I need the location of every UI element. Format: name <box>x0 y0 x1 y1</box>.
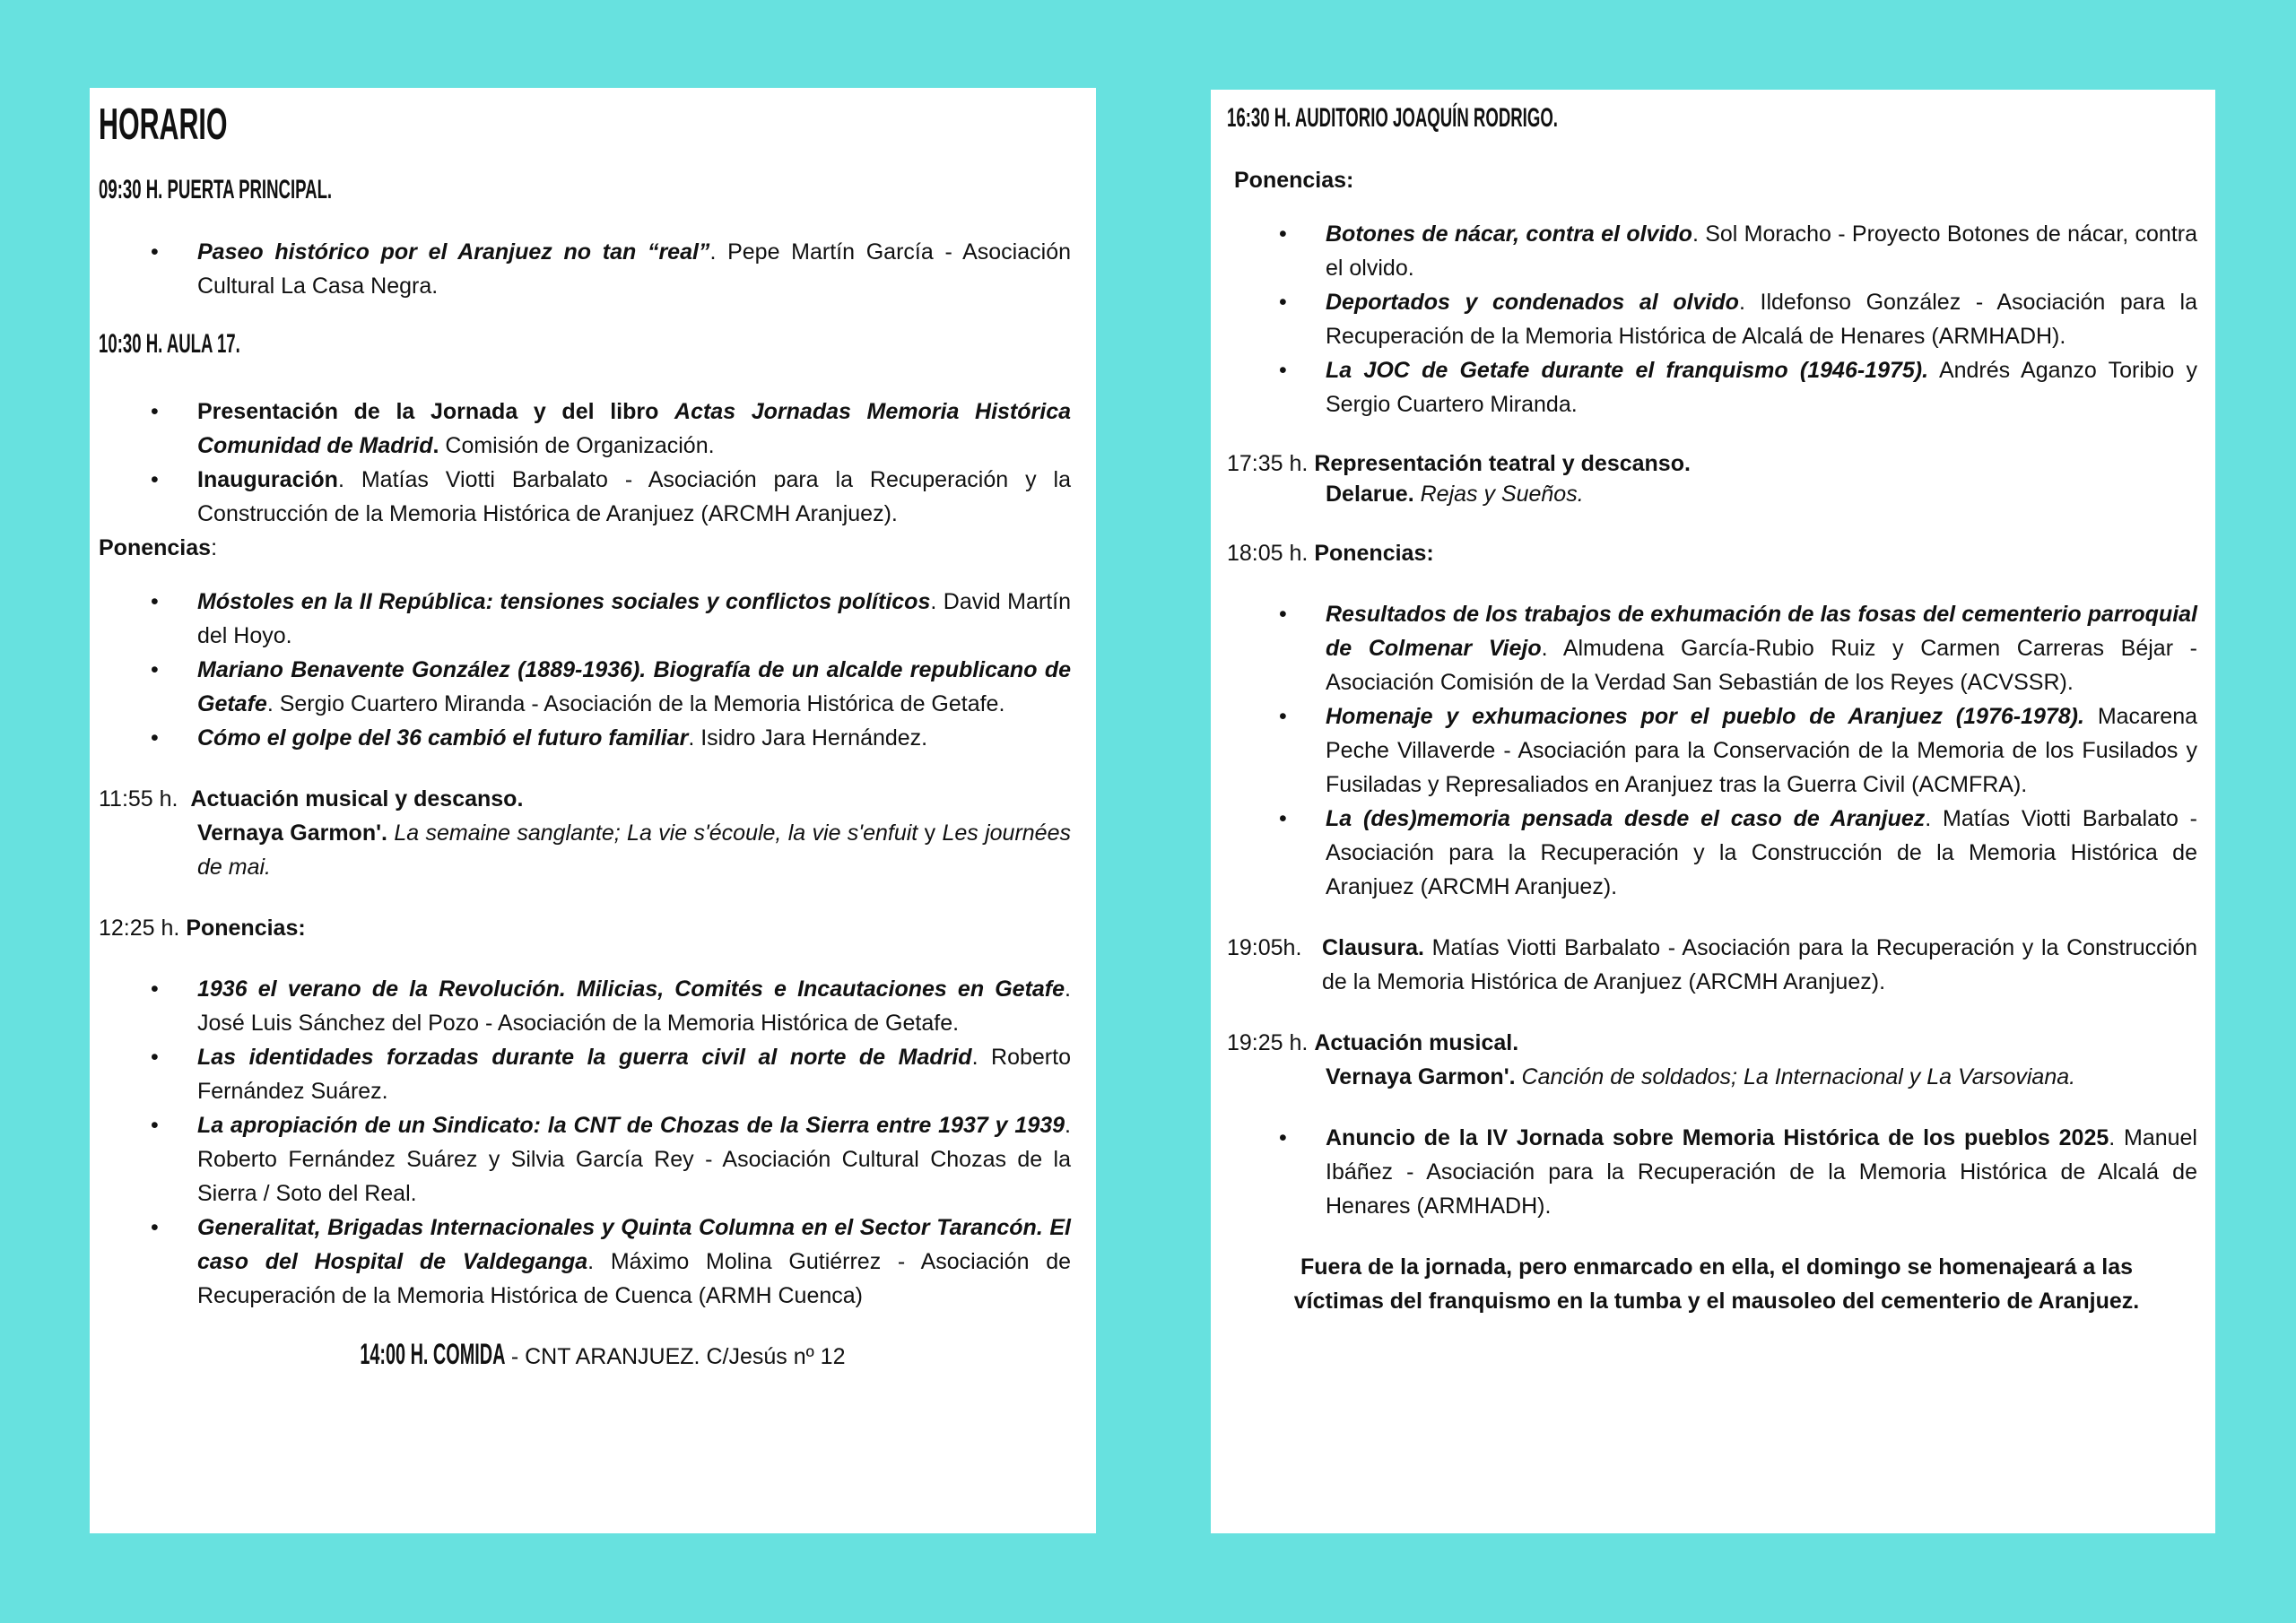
performance-1155: Vernaya Garmon'. La semaine sanglante; La vie s'écoule, la vie s'enfuit y Les journées de mai. <box>197 820 1071 880</box>
list-0930 <box>99 235 1071 303</box>
list-item: • Las identidades forzadas durante la guerra civil al norte de Madrid. Roberto Fernández Suárez. <box>99 1040 1071 1108</box>
list-announcement <box>1227 1121 2197 1223</box>
list-item: • Cómo el golpe del 36 cambió el futuro familiar. Isidro Jara Hernández. <box>99 721 1071 755</box>
time-1225: 12:25 h. Ponencias: <box>99 916 306 941</box>
list-1030 <box>99 395 1071 531</box>
ponencias-label: Ponencias: <box>99 535 218 560</box>
performance-1735: Delarue. Rejas y Sueños. <box>1326 482 1584 507</box>
list-item: • Presentación de la Jornada y del libro Actas Jornadas Memoria Histórica Comunidad de Madrid. Comisión de Organización. <box>99 395 1071 463</box>
list-ponencias-1805 <box>1227 597 2197 904</box>
list-item: • Generalitat, Brigadas Internacionales y Quinta Columna en el Sector Tarancón. El caso del Hospital de Valdeganga. Máximo Molina Gutiérrez - Asociación de Recuperación de la Memoria Histórica de Cuenca (ARMH Cuenca) <box>99 1211 1071 1313</box>
left-page <box>90 88 1096 1533</box>
list-ponencias-morning <box>99 585 1071 755</box>
list-item: • Móstoles en la II República: tensiones sociales y conflictos políticos. David Martín del Hoyo. <box>99 585 1071 653</box>
list-item: • Anuncio de la IV Jornada sobre Memoria Histórica de los pueblos 2025. Manuel Ibáñez - Asociación para la Recuperación de la Memoria Histórica de Alcalá de Henares (ARMHADH). <box>1227 1121 2197 1223</box>
list-item: • 1936 el verano de la Revolución. Milicias, Comités e Incautaciones en Getafe. José Luis Sánchez del Pozo - Asociación de la Memoria Histórica de Getafe. <box>99 972 1071 1040</box>
time-1905: 19:05h. Clausura. Matías Viotti Barbalato - Asociación para la Recuperación y la Construcción de la Memoria Histórica de Aranjuez (ARCMH Aranjuez). <box>1227 935 2197 994</box>
list-item: • La JOC de Getafe durante el franquismo (1946-1975). Andrés Aganzo Toribio y Sergio Cuartero Miranda. <box>1227 353 2197 421</box>
time-1805: 18:05 h. Ponencias: <box>1227 541 1434 566</box>
time-1925: 19:25 h. Actuación musical. <box>1227 1030 1519 1055</box>
time-1155: 11:55 h. Actuación musical y descanso. <box>99 786 524 812</box>
ponencias-label: Ponencias: <box>1234 168 1354 193</box>
page-title: HORARIO <box>99 100 228 149</box>
time-1030-heading: 10:30 H. AULA 17. <box>99 329 240 359</box>
list-item: • Resultados de los trabajos de exhumación de las fosas del cementerio parroquial de Colmenar Viejo. Almudena García-Rubio Ruiz y Carmen Carreras Béjar - Asociación Comisión de la Verdad San Sebastián de los Reyes (ACVSSR). <box>1227 597 2197 699</box>
time-1735: 17:35 h. Representación teatral y descanso. <box>1227 451 1691 476</box>
footer-note: Fuera de la jornada, pero enmarcado en ella, el domingo se homenajeará a las víctimas del franquismo en la tumba y el mausoleo del cementerio de Aranjuez. <box>1293 1254 2140 1314</box>
list-ponencias-1225 <box>99 972 1071 1313</box>
right-page <box>1211 90 2215 1533</box>
time-1630-heading: 16:30 H. AUDITORIO JOAQUÍN RODRIGO. <box>1227 103 1558 133</box>
list-item: • Paseo histórico por el Aranjuez no tan “real”. Pepe Martín García - Asociación Cultural La Casa Negra. <box>99 235 1071 303</box>
list-item: • Homenaje y exhumaciones por el pueblo de Aranjuez (1976-1978). Macarena Peche Villaverde - Asociación para la Conservación de la Memoria de los Fusilados y Fusiladas y Represaliados en Aranjuez tras la Guerra Civil (ACMFRA). <box>1227 699 2197 802</box>
performance-1925: Vernaya Garmon'. Canción de soldados; La Internacional y La Varsoviana. <box>1326 1064 2076 1089</box>
list-item: • Mariano Benavente González (1889-1936). Biografía de un alcalde republicano de Getafe. Sergio Cuartero Miranda - Asociación de la Memoria Histórica de Getafe. <box>99 653 1071 721</box>
list-item: • Botones de nácar, contra el olvido. Sol Moracho - Proyecto Botones de nácar, contra el olvido. <box>1227 217 2197 285</box>
lunch-time: 14:00 H. COMIDA <box>359 1338 505 1370</box>
list-ponencias-1630 <box>1227 217 2197 421</box>
list-item: • Deportados y condenados al olvido. Ildefonso González - Asociación para la Recuperación de la Memoria Histórica de Alcalá de Henares (ARMHADH). <box>1227 285 2197 353</box>
list-item: • La (des)memoria pensada desde el caso de Aranjuez. Matías Viotti Barbalato - Asociación para la Recuperación y la Construcción de la Memoria Histórica de Aranjuez (ARCMH Aranjuez). <box>1227 802 2197 904</box>
lunch-line: 14:00 H. COMIDA - CNT ARANJUEZ. C/Jesús nº 12 <box>359 1338 846 1370</box>
time-0930-heading: 09:30 H. PUERTA PRINCIPAL. <box>99 175 333 204</box>
list-item: • Inauguración. Matías Viotti Barbalato - Asociación para la Recuperación y la Construcción de la Memoria Histórica de Aranjuez (ARCMH Aranjuez). <box>99 463 1071 531</box>
list-item: • La apropiación de un Sindicato: la CNT de Chozas de la Sierra entre 1937 y 1939. Roberto Fernández Suárez y Silvia García Rey - Asociación Cultural Chozas de la Sierra / Soto del Real. <box>99 1108 1071 1211</box>
